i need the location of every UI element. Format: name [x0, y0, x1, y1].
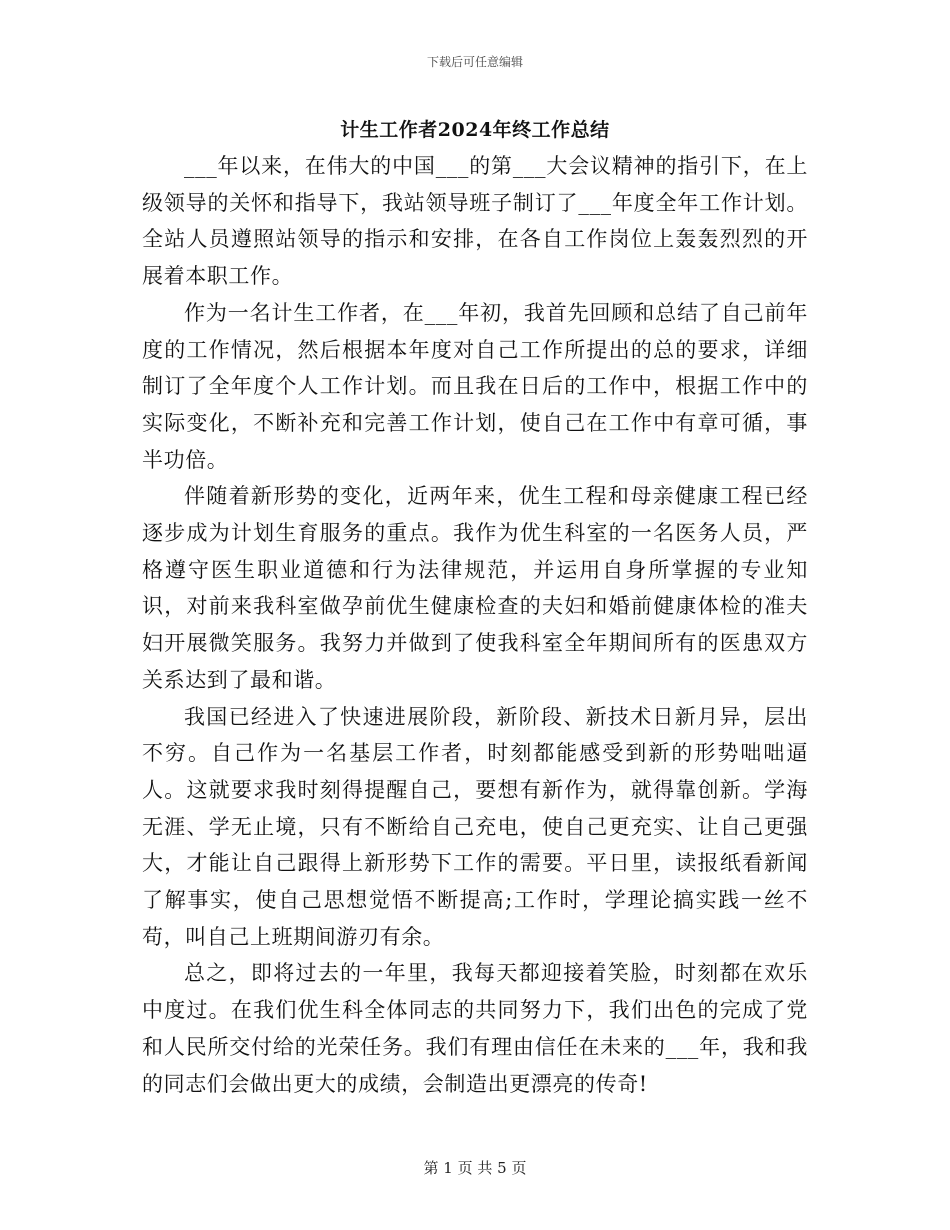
paragraph-2: 作为一名计生工作者，在___年初，我首先回顾和总结了自己前年度的工作情况，然后根据本年度对自己工作所提出的总的要求，详细制订了全年度个人工作计划。而且我在日后的工作中，根据工作中的实际变化，不断补充和完善工作计划，使自己在工作中有章可循，事半功倍。 [142, 300, 808, 472]
page-header-note: 下载后可任意编辑 [426, 55, 523, 69]
paragraph-3: 伴随着新形势的变化，近两年来，优生工程和母亲健康工程已经逐步成为计划生育服务的重点。我作为优生科室的一名医务人员，严格遵守医生职业道德和行为法律规范，并运用自身所掌握的专业知识，对前来我科室做孕前优生健康检查的夫妇和婚前健康体检的准夫妇开展微笑服务。我努力并做到了使我科室全年期间所有的医患双方关系达到了最和谐。 [142, 484, 808, 692]
page-number-footer: 第 1 页 共 5 页 [423, 1159, 527, 1177]
paragraph-1: ___年以来，在伟大的中国___的第___大会议精神的指引下，在上级领导的关怀和指导下，我站领导班子制订了___年度全年工作计划。全站人员遵照站领导的指示和安排，在各自工作岗位上轰轰烈烈的开展着本职工作。 [142, 154, 808, 289]
paragraph-4: 我国已经进入了快速进展阶段，新阶段、新技术日新月异，层出不穷。自己作为一名基层工作者，时刻都能感受到新的形势咄咄逼人。这就要求我时刻得提醒自己，要想有新作为，就得靠创新。学海无涯、学无止境，只有不断给自己充电，使自己更充实、让自己更强大，才能让自己跟得上新形势下工作的需要。平日里，读报纸看新闻了解事实，使自己思想觉悟不断提高;工作时，学理论搞实践一丝不苟，叫自己上班期间游刃有余。 [142, 704, 808, 949]
document-body [142, 148, 808, 1102]
paragraph-5: 总之，即将过去的一年里，我每天都迎接着笑脸，时刻都在欢乐中度过。在我们优生科全体同志的共同努力下，我们出色的完成了党和人民所交付给的光荣任务。我们有理由信任在未来的___年，我和我的同志们会做出更大的成绩，会制造出更漂亮的传奇! [142, 961, 808, 1096]
document-title: 计生工作者2024年终工作总结 [340, 119, 610, 141]
